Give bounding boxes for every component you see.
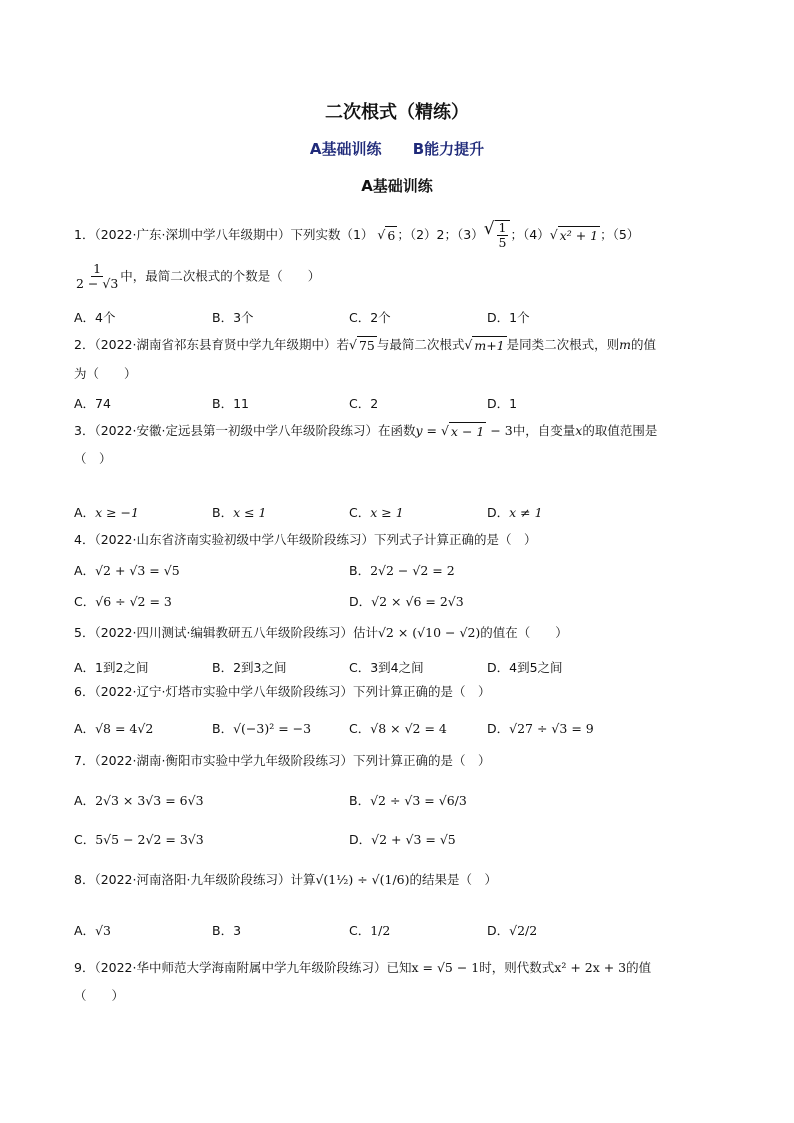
question-3-line-2: （ ） <box>74 451 112 466</box>
q2-option-b[interactable]: B．11 <box>212 396 249 411</box>
q7-option-d[interactable]: D．√2 + √3 = √5 <box>349 832 456 847</box>
question-9-line-2: （ ） <box>74 988 125 1003</box>
q6-option-d[interactable]: D．√27 ÷ √3 = 9 <box>487 721 594 736</box>
q3-var: x <box>575 423 583 438</box>
q6-option-a[interactable]: A．√8 = 4√2 <box>74 721 154 736</box>
question-3: 3．（2022·安徽·定远县第一初级中学八年级阶段练习）在函数y = √ x − 1 − 3中，自变量x的取值范围是 <box>74 423 658 439</box>
q8-option-a[interactable]: A．√3 <box>74 923 111 938</box>
q2-option-a[interactable]: A．74 <box>74 396 111 411</box>
section-tabs <box>0 138 794 159</box>
q5-option-d[interactable]: D．4到5之间 <box>487 660 563 675</box>
q9-expr-1: x = √5 − 1 <box>411 960 480 975</box>
q8-expr: √(1½) ÷ √(1/6) <box>315 872 410 887</box>
q1-expr-4: √ x² + 1 <box>549 226 599 243</box>
section-tab-a[interactable]: A基础训练 <box>309 140 382 158</box>
q2-expr-1: √ 75 <box>349 337 375 353</box>
q3-option-a[interactable]: A．x ≥ −1 <box>74 505 139 520</box>
q1-option-a[interactable]: A．4个 <box>74 310 116 325</box>
q5-option-b[interactable]: B．2到3之间 <box>212 660 287 675</box>
q8-option-d[interactable]: D．√2/2 <box>487 923 538 938</box>
q3-option-c[interactable]: C．x ≥ 1 <box>349 505 404 520</box>
q5-option-c[interactable]: C．3到4之间 <box>349 660 424 675</box>
q4-option-d[interactable]: D．√2 × √6 = 2√3 <box>349 594 464 609</box>
question-5: 5．（2022·四川测试·编辑教研五八年级阶段练习）估计√2 × (√10 − √2)的值在（ ） <box>74 625 568 640</box>
q5-expr: √2 × (√10 − √2) <box>377 625 481 640</box>
q1-option-d[interactable]: D．1个 <box>487 310 530 325</box>
question-6: 6．（2022·辽宁·灯塔市实验中学八年级阶段练习）下列计算正确的是（ ） <box>74 684 491 699</box>
q3-option-d[interactable]: D．x ≠ 1 <box>487 505 543 520</box>
q4-option-a[interactable]: A．√2 + √3 = √5 <box>74 563 180 578</box>
q1-expr-1: √ 6 <box>377 226 396 243</box>
q2-var: m <box>619 337 632 352</box>
q6-option-b[interactable]: B．√(−3)² = −3 <box>212 721 312 736</box>
q1-expr-5: $\frac{1}{2 - √3}$ <box>76 261 119 292</box>
q1-expr-3: √ $\frac{1}{5}$ <box>484 220 511 251</box>
q7-option-c[interactable]: C．5√5 − 2√2 = 3√3 <box>74 832 204 847</box>
q7-option-b[interactable]: B．√2 ÷ √3 = √6/3 <box>349 793 467 808</box>
question-7: 7．（2022·湖南·衡阳市实验中学九年级阶段练习）下列计算正确的是（ ） <box>74 753 491 768</box>
q4-option-b[interactable]: B．2√2 − √2 = 2 <box>349 563 455 578</box>
q8-option-b[interactable]: B．3 <box>212 923 242 938</box>
section-heading: A基础训练 <box>361 177 433 195</box>
q2-expr-2: √ m+1 <box>464 337 505 353</box>
q2-option-c[interactable]: C．2 <box>349 396 379 411</box>
question-2: 2．（2022·湖南省祁东县育贤中学九年级期中）若 √ 75 与最简二次根式 √ m+1 是同类二次根式，则m的值 <box>74 337 657 353</box>
q3-option-b[interactable]: B．x ≤ 1 <box>212 505 267 520</box>
q8-option-c[interactable]: C．1/2 <box>349 923 391 938</box>
q7-option-a[interactable]: A．2√3 × 3√3 = 6√3 <box>74 793 204 808</box>
question-1: 1．（2022·广东·深圳中学八年级期中）下列实数（1） √ 6 ；（2）2；（3） √ $\frac{1}{5}$ ；（4） √ x² + 1 ；（5） <box>74 219 640 251</box>
q2-option-d[interactable]: D．1 <box>487 396 518 411</box>
question-2-line-2: 为（ ） <box>74 366 137 381</box>
q1-option-c[interactable]: C．2个 <box>349 310 391 325</box>
q1-option-b[interactable]: B．3个 <box>212 310 254 325</box>
question-8: 8．（2022·河南洛阳·九年级阶段练习）计算√(1½) ÷ √(1/6)的结果是（ ） <box>74 872 498 887</box>
q5-option-a[interactable]: A．1到2之间 <box>74 660 149 675</box>
q9-expr-2: x² + 2x + 3 <box>554 960 627 975</box>
question-1-line-2: $\frac{1}{2 - √3}$ 中，最简二次根式的个数是（ ） <box>76 261 321 292</box>
q6-option-c[interactable]: C．√8 × √2 = 4 <box>349 721 447 736</box>
page-title: 二次根式（精练） <box>325 102 469 123</box>
q4-option-c[interactable]: C．√6 ÷ √2 = 3 <box>74 594 172 609</box>
question-9: 9．（2022·华中师范大学海南附属中学九年级阶段练习）已知x = √5 − 1时，则代数式x² + 2x + 3的值 <box>74 960 652 975</box>
question-4: 4．（2022·山东省济南实验初级中学八年级阶段练习）下列式子计算正确的是（ ） <box>74 532 537 547</box>
q3-radical: √ x − 1 <box>440 423 485 439</box>
section-tab-b[interactable]: B能力提升 <box>412 140 485 158</box>
